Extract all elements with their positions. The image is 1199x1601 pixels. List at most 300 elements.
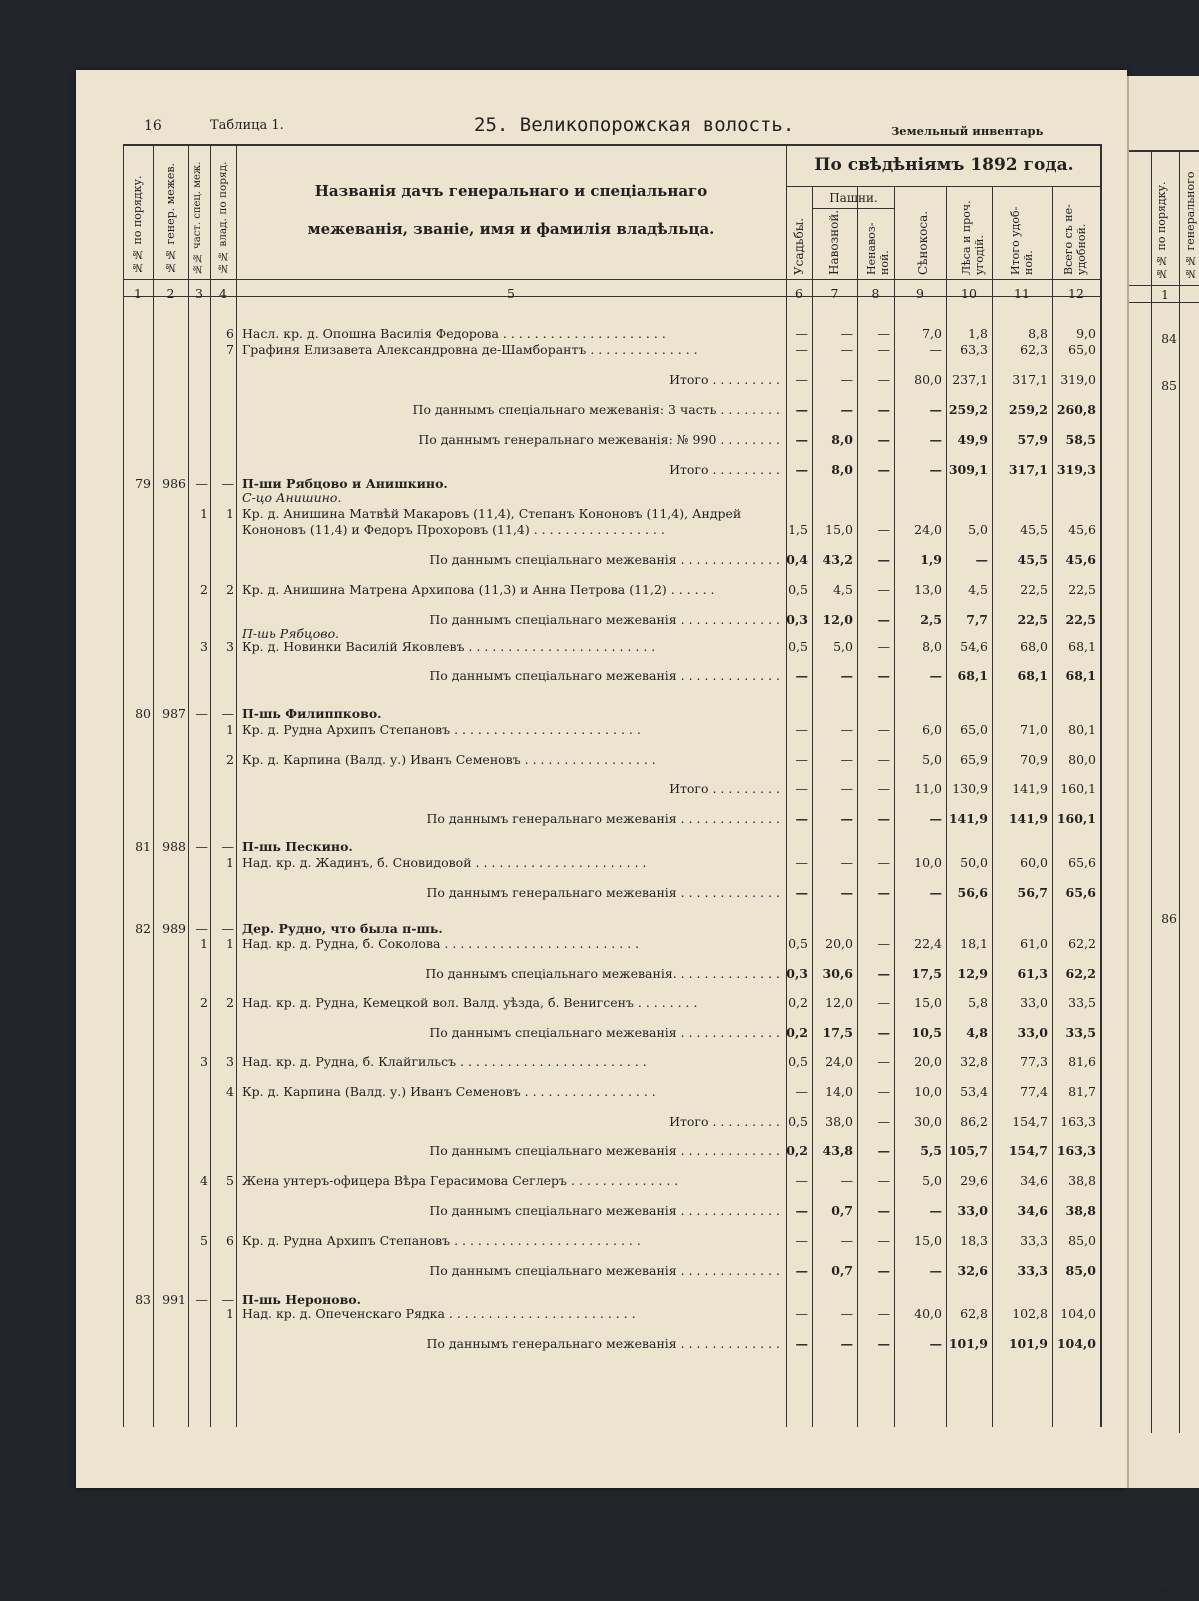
- row-value: —: [877, 936, 890, 951]
- row-value: 68,1: [1017, 668, 1048, 683]
- row-value: 24,0: [825, 1054, 853, 1069]
- row-value: 10,5: [911, 1025, 942, 1040]
- row-value: 56,7: [1017, 885, 1048, 900]
- next-row-number: 85: [1161, 378, 1177, 393]
- next-row-number: 87: [1161, 1586, 1177, 1601]
- row-description: По даннымъ генеральнаго межеванія: № 990 . . . . . . . .: [418, 432, 780, 447]
- row-description: Кононовъ (11,4) и Федоръ Прохоровъ (11,4) . . . . . . . . . . . . . . . . .: [242, 522, 665, 537]
- row-value: —: [877, 811, 890, 826]
- next-row-number: 84: [1161, 331, 1177, 346]
- row-value: —: [877, 1263, 890, 1278]
- col-header-order: №№ по порядку.: [131, 175, 144, 274]
- row-value: —: [795, 1084, 808, 1099]
- row-description: Над. кр. д. Жадинъ, б. Сновидовой . . . . . . . . . . . . . . . . . . . . . .: [242, 855, 647, 870]
- col-header-hay: Сѣнокоса.: [916, 210, 930, 275]
- row-value: 68,1: [1068, 639, 1096, 654]
- column-number: 9: [916, 286, 924, 301]
- row-description: Насл. кр. д. Опошна Василія Федорова . . . . . . . . . . . . . . . . . . . . .: [242, 326, 666, 341]
- row-value: 102,8: [1012, 1306, 1048, 1321]
- col-header-owner: №№ влад. по поряд.: [217, 161, 229, 274]
- row-value: —: [929, 1203, 942, 1218]
- row-order-number: 81: [135, 839, 151, 854]
- row-value: 45,5: [1017, 552, 1048, 567]
- row-value: —: [877, 432, 890, 447]
- group-header: По свѣдѣніямъ 1892 года.: [814, 155, 1074, 175]
- row-value: 70,9: [1020, 752, 1048, 767]
- row-value: —: [877, 582, 890, 597]
- row-value: —: [929, 885, 942, 900]
- row-value: 53,4: [960, 1084, 988, 1099]
- row-description: П-шь Нероново.: [242, 1292, 361, 1307]
- row-description: По даннымъ спеціальнаго межеванія . . . . . . . . . . . . .: [429, 1203, 780, 1218]
- row-general-number: 987: [162, 706, 186, 721]
- row-owner-number: 2: [226, 752, 234, 767]
- row-value: 58,5: [1065, 432, 1096, 447]
- row-value: —: [929, 432, 942, 447]
- row-value: —: [795, 462, 808, 477]
- row-description: Кр. д. Новинки Василій Яковлевъ . . . . . . . . . . . . . . . . . . . . . . . .: [242, 639, 656, 654]
- row-value: 38,0: [825, 1114, 853, 1129]
- col-header-grand-total: Всего съ не- удобной.: [1062, 204, 1088, 275]
- row-value: 63,3: [960, 342, 988, 357]
- column-number: 8: [871, 286, 880, 301]
- row-description: П-шь Пескино.: [242, 839, 353, 854]
- row-description: По даннымъ спеціальнаго межеванія . . . . . . . . . . . . .: [429, 668, 780, 683]
- row-value: 49,9: [957, 432, 988, 447]
- row-value: 13,0: [914, 582, 942, 597]
- row-owner-number: 4: [226, 1084, 234, 1099]
- row-general-number: 991: [162, 1292, 186, 1307]
- row-general-number: 989: [162, 921, 186, 936]
- row-value: —: [877, 995, 890, 1010]
- row-value: 65,6: [1065, 885, 1096, 900]
- row-value: 56,6: [957, 885, 988, 900]
- row-value: 260,8: [1056, 402, 1096, 417]
- row-value: 154,7: [1012, 1114, 1048, 1129]
- row-owner-number: 6: [226, 1233, 234, 1248]
- row-value: —: [877, 1143, 890, 1158]
- row-value: 101,9: [948, 1336, 988, 1351]
- row-owner-number: 6: [226, 326, 234, 341]
- row-description: Жена унтеръ-офицера Вѣра Герасимова Сеглеръ . . . . . . . . . . . . . .: [242, 1173, 679, 1188]
- row-value: 34,6: [1020, 1173, 1048, 1188]
- row-description: По даннымъ спеціальнаго межеванія. . . . . . . . . . . . . .: [425, 966, 780, 981]
- row-value: 22,5: [1017, 612, 1048, 627]
- row-value: 14,0: [825, 1084, 853, 1099]
- row-description: Над. кр. д. Опеченскаго Рядка . . . . . . . . . . . . . . . . . . . . . . . .: [242, 1306, 636, 1321]
- row-value: 20,0: [825, 936, 853, 951]
- row-description: По даннымъ генеральнаго межеванія . . . . . . . . . . . . .: [426, 1336, 780, 1351]
- row-value: 57,9: [1017, 432, 1048, 447]
- row-description: По даннымъ спеціальнаго межеванія . . . . . . . . . . . . .: [429, 552, 780, 567]
- row-value: 317,1: [1008, 462, 1048, 477]
- row-value: —: [840, 372, 853, 387]
- row-value: 68,1: [957, 668, 988, 683]
- row-description: Кр. д. Рудна Архипъ Степановъ . . . . . . . . . . . . . . . . . . . . . . . .: [242, 1233, 641, 1248]
- row-value: 32,6: [957, 1263, 988, 1278]
- row-value: —: [877, 966, 890, 981]
- row-value: 15,0: [914, 1233, 942, 1248]
- col-header-names-1: Названія дачъ генеральнаго и спеціальнаго: [314, 182, 708, 200]
- row-special-number: —: [195, 476, 208, 491]
- row-value: —: [840, 885, 853, 900]
- row-order-number: 80: [135, 706, 151, 721]
- row-value: 4,5: [833, 582, 853, 597]
- row-value: 7,7: [966, 612, 988, 627]
- row-special-number: 3: [200, 639, 208, 654]
- row-order-number: 82: [135, 921, 151, 936]
- row-value: 4,5: [968, 582, 988, 597]
- col-header-general: №№ генер. межев.: [164, 162, 177, 274]
- row-value: 10,0: [914, 1084, 942, 1099]
- row-owner-number: —: [221, 1292, 234, 1307]
- row-value: 80,0: [1068, 752, 1096, 767]
- row-value: —: [929, 462, 942, 477]
- row-value: 20,0: [914, 1054, 942, 1069]
- row-value: 15,0: [914, 995, 942, 1010]
- row-value: 33,0: [1020, 995, 1048, 1010]
- row-value: 8,8: [1028, 326, 1048, 341]
- row-description: Над. кр. д. Рудна, б. Клайгильсъ . . . . . . . . . . . . . . . . . . . . . . . .: [242, 1054, 647, 1069]
- row-value: 65,6: [1068, 855, 1096, 870]
- row-value: 4,8: [966, 1025, 988, 1040]
- row-value: —: [795, 372, 808, 387]
- row-value: 33,3: [1017, 1263, 1048, 1278]
- row-value: —: [795, 326, 808, 341]
- column-number: 2: [166, 286, 175, 301]
- row-description: Кр. д. Карпина (Валд. у.) Иванъ Семеновъ . . . . . . . . . . . . . . . . .: [242, 752, 656, 767]
- row-description: П-шь Филиппково.: [242, 706, 382, 721]
- row-value: 33,0: [957, 1203, 988, 1218]
- row-value: —: [877, 781, 890, 796]
- row-value: —: [840, 402, 853, 417]
- row-general-number: 988: [162, 839, 186, 854]
- row-value: 7,0: [922, 326, 942, 341]
- row-special-number: 5: [200, 1233, 208, 1248]
- row-value: 33,0: [1017, 1025, 1048, 1040]
- row-value: —: [840, 722, 853, 737]
- row-description: Итого . . . . . . . . .: [669, 462, 780, 477]
- row-value: 6,0: [922, 722, 942, 737]
- row-value: —: [877, 1114, 890, 1129]
- row-description: По даннымъ спеціальнаго межеванія . . . . . . . . . . . . .: [429, 1143, 780, 1158]
- row-special-number: 4: [200, 1173, 208, 1188]
- row-value: —: [795, 722, 808, 737]
- row-value: 33,5: [1065, 1025, 1096, 1040]
- row-value: 12,0: [825, 995, 853, 1010]
- row-value: —: [840, 1336, 853, 1351]
- row-value: —: [877, 668, 890, 683]
- row-value: —: [877, 752, 890, 767]
- row-value: 8,0: [831, 432, 853, 447]
- row-value: —: [877, 372, 890, 387]
- row-value: 24,0: [914, 522, 942, 537]
- column-number: 4: [219, 286, 227, 301]
- row-value: 141,9: [1012, 781, 1048, 796]
- row-description: П-шь Рябцово.: [242, 626, 340, 641]
- row-description: Графиня Елизавета Александровна де-Шамборантъ . . . . . . . . . . . . . .: [242, 342, 698, 357]
- row-value: 319,0: [1060, 372, 1096, 387]
- row-value: 61,0: [1020, 936, 1048, 951]
- row-value: 154,7: [1008, 1143, 1048, 1158]
- col-header-special: №№ част. спец. меж.: [192, 161, 203, 274]
- row-value: 0,3: [786, 966, 808, 981]
- row-special-number: 1: [200, 936, 208, 951]
- row-value: —: [795, 1233, 808, 1248]
- row-value: 105,7: [948, 1143, 988, 1158]
- col-header-forest: Лѣса и проч. угодій.: [960, 200, 986, 275]
- row-value: 62,8: [960, 1306, 988, 1321]
- row-value: —: [795, 1306, 808, 1321]
- next-col-number: 1: [1161, 287, 1169, 302]
- row-value: 68,0: [1020, 639, 1048, 654]
- row-value: 0,5: [788, 1114, 808, 1129]
- row-value: 68,1: [1065, 668, 1096, 683]
- row-value: —: [929, 402, 942, 417]
- row-owner-number: 1: [226, 1306, 234, 1321]
- row-value: 141,9: [1008, 811, 1048, 826]
- row-value: —: [840, 1306, 853, 1321]
- row-value: 80,0: [914, 372, 942, 387]
- book-page: [76, 70, 1127, 1488]
- row-value: —: [840, 1173, 853, 1188]
- row-value: 259,2: [1008, 402, 1048, 417]
- row-value: —: [795, 432, 808, 447]
- row-value: —: [795, 402, 808, 417]
- row-value: 5,0: [922, 752, 942, 767]
- row-value: 319,3: [1056, 462, 1096, 477]
- row-value: 45,6: [1065, 552, 1096, 567]
- row-description: Над. кр. д. Рудна, б. Соколова . . . . . . . . . . . . . . . . . . . . . . . . .: [242, 936, 640, 951]
- row-value: —: [877, 1025, 890, 1040]
- row-value: 1,5: [788, 522, 808, 537]
- row-value: 77,3: [1020, 1054, 1048, 1069]
- row-value: 80,1: [1068, 722, 1096, 737]
- row-description: Итого . . . . . . . . .: [669, 1114, 780, 1129]
- row-value: 12,9: [957, 966, 988, 981]
- row-owner-number: 5: [226, 1173, 234, 1188]
- row-value: 22,5: [1065, 612, 1096, 627]
- row-value: —: [795, 1336, 808, 1351]
- row-special-number: —: [195, 706, 208, 721]
- row-value: —: [840, 326, 853, 341]
- row-value: 0,5: [788, 936, 808, 951]
- row-value: 8,0: [831, 462, 853, 477]
- row-value: 29,6: [960, 1173, 988, 1188]
- row-value: 62,3: [1020, 342, 1048, 357]
- column-number: 1: [134, 286, 142, 301]
- row-value: 18,3: [960, 1233, 988, 1248]
- row-value: 45,6: [1068, 522, 1096, 537]
- row-owner-number: 2: [226, 995, 234, 1010]
- row-value: 22,5: [1020, 582, 1048, 597]
- row-description: Кр. д. Карпина (Валд. у.) Иванъ Семеновъ . . . . . . . . . . . . . . . . .: [242, 1084, 656, 1099]
- row-value: 0,2: [788, 995, 808, 1010]
- row-description: Над. кр. д. Рудна, Кемецкой вол. Валд. уѣзда, б. Венигсенъ . . . . . . . .: [242, 995, 698, 1010]
- row-value: 30,0: [914, 1114, 942, 1129]
- row-value: 17,5: [911, 966, 942, 981]
- row-value: —: [795, 811, 808, 826]
- row-value: —: [877, 1336, 890, 1351]
- row-owner-number: 3: [226, 1054, 234, 1069]
- row-value: —: [840, 752, 853, 767]
- row-value: 30,6: [822, 966, 853, 981]
- row-value: —: [795, 781, 808, 796]
- row-value: 81,6: [1068, 1054, 1096, 1069]
- column-number: 7: [830, 286, 839, 301]
- row-value: —: [795, 855, 808, 870]
- row-value: —: [840, 811, 853, 826]
- row-value: 160,1: [1056, 811, 1096, 826]
- row-value: 12,0: [822, 612, 853, 627]
- row-value: 85,0: [1065, 1263, 1096, 1278]
- row-value: 32,8: [960, 1054, 988, 1069]
- table-label: Таблица 1.: [210, 118, 284, 133]
- row-value: —: [877, 722, 890, 737]
- row-value: 309,1: [948, 462, 988, 477]
- row-value: 0,5: [788, 639, 808, 654]
- row-value: —: [795, 752, 808, 767]
- row-owner-number: —: [221, 476, 234, 491]
- row-value: 22,5: [1068, 582, 1096, 597]
- row-value: 141,9: [948, 811, 988, 826]
- row-value: —: [877, 342, 890, 357]
- row-value: 33,3: [1020, 1233, 1048, 1248]
- row-description: Дер. Рудно, что была п-шь.: [242, 921, 443, 936]
- row-value: —: [877, 1084, 890, 1099]
- row-value: —: [795, 1203, 808, 1218]
- row-owner-number: 1: [226, 855, 234, 870]
- row-description: Кр. д. Рудна Архипъ Степановъ . . . . . . . . . . . . . . . . . . . . . . . .: [242, 722, 641, 737]
- row-value: 0,5: [788, 582, 808, 597]
- row-owner-number: —: [221, 839, 234, 854]
- next-col-header-order: №№ по порядку.: [1155, 181, 1168, 280]
- row-value: —: [877, 612, 890, 627]
- row-special-number: 1: [200, 506, 208, 521]
- row-value: 62,2: [1068, 936, 1096, 951]
- row-description: Итого . . . . . . . . .: [669, 372, 780, 387]
- row-value: 0,5: [788, 1054, 808, 1069]
- row-value: 61,3: [1017, 966, 1048, 981]
- row-value: 104,0: [1060, 1306, 1096, 1321]
- row-description: По даннымъ спеціальнаго межеванія . . . . . . . . . . . . .: [429, 1263, 780, 1278]
- col-header-estate: Усадьбы.: [792, 217, 806, 275]
- row-value: —: [877, 855, 890, 870]
- row-value: —: [877, 402, 890, 417]
- row-value: —: [929, 342, 942, 357]
- row-value: 11,0: [914, 781, 942, 796]
- row-value: 22,4: [914, 936, 942, 951]
- row-value: 1,8: [968, 326, 988, 341]
- row-value: 5,8: [968, 995, 988, 1010]
- row-value: 85,0: [1068, 1233, 1096, 1248]
- row-description: С-цо Анишино.: [242, 490, 342, 505]
- row-owner-number: 1: [226, 506, 234, 521]
- row-value: 65,0: [960, 722, 988, 737]
- row-value: —: [840, 781, 853, 796]
- row-value: 86,2: [960, 1114, 988, 1129]
- row-value: 45,5: [1020, 522, 1048, 537]
- row-value: 77,4: [1020, 1084, 1048, 1099]
- col-header-total-useful: Итого удоб- ной.: [1009, 206, 1035, 275]
- row-description: Кр. д. Анишина Матвѣй Макаровъ (11,4), Степанъ Кононовъ (11,4), Андрей: [242, 506, 742, 521]
- row-value: 17,5: [822, 1025, 853, 1040]
- row-value: 5,5: [920, 1143, 942, 1158]
- row-order-number: 83: [135, 1292, 151, 1307]
- row-value: —: [840, 855, 853, 870]
- row-value: 8,0: [922, 639, 942, 654]
- row-special-number: —: [195, 921, 208, 936]
- row-special-number: —: [195, 839, 208, 854]
- row-value: 0,4: [786, 552, 808, 567]
- row-value: 160,1: [1060, 781, 1096, 796]
- row-owner-number: 1: [226, 722, 234, 737]
- row-value: 101,9: [1008, 1336, 1048, 1351]
- row-value: —: [877, 1233, 890, 1248]
- row-value: 71,0: [1020, 722, 1048, 737]
- row-special-number: 2: [200, 995, 208, 1010]
- row-value: 317,1: [1012, 372, 1048, 387]
- column-number: 3: [195, 286, 203, 301]
- row-value: 38,8: [1068, 1173, 1096, 1188]
- row-value: 65,0: [1068, 342, 1096, 357]
- row-value: 5,0: [833, 639, 853, 654]
- column-number: 11: [1014, 286, 1030, 301]
- row-value: 5,0: [968, 522, 988, 537]
- row-description: По даннымъ генеральнаго межеванія . . . . . . . . . . . . .: [426, 885, 780, 900]
- row-value: —: [877, 552, 890, 567]
- row-value: 163,3: [1056, 1143, 1096, 1158]
- row-value: —: [929, 668, 942, 683]
- row-value: —: [795, 1263, 808, 1278]
- row-special-number: 3: [200, 1054, 208, 1069]
- row-value: —: [795, 342, 808, 357]
- row-value: —: [929, 1336, 942, 1351]
- page-title: 25. Великопорожская волость.: [474, 114, 795, 136]
- row-value: 40,0: [914, 1306, 942, 1321]
- row-value: —: [877, 1173, 890, 1188]
- row-value: 54,6: [960, 639, 988, 654]
- row-value: 0,7: [831, 1263, 853, 1278]
- row-owner-number: —: [221, 706, 234, 721]
- page-number: 16: [144, 118, 162, 134]
- row-value: 0,2: [786, 1143, 808, 1158]
- row-value: —: [877, 885, 890, 900]
- row-value: 0,7: [831, 1203, 853, 1218]
- row-value: —: [877, 1203, 890, 1218]
- row-value: —: [877, 1054, 890, 1069]
- row-value: —: [877, 1306, 890, 1321]
- row-value: —: [840, 668, 853, 683]
- row-value: —: [929, 811, 942, 826]
- row-value: —: [795, 885, 808, 900]
- row-value: 81,7: [1068, 1084, 1096, 1099]
- row-description: По даннымъ генеральнаго межеванія . . . . . . . . . . . . .: [426, 811, 780, 826]
- row-value: 50,0: [960, 855, 988, 870]
- row-value: —: [795, 668, 808, 683]
- column-number: 6: [795, 286, 803, 301]
- row-value: 65,9: [960, 752, 988, 767]
- row-value: 43,8: [822, 1143, 853, 1158]
- row-value: 259,2: [948, 402, 988, 417]
- col-header-unmanured: Ненавоз- ной.: [865, 222, 891, 275]
- row-value: 60,0: [1020, 855, 1048, 870]
- arable-header: Пашни.: [829, 191, 878, 205]
- col-header-manured: Навозной.: [827, 209, 841, 275]
- row-value: 104,0: [1056, 1336, 1096, 1351]
- row-description: Кр. д. Анишина Матрена Архипова (11,3) и Анна Петрова (11,2) . . . . . .: [242, 582, 715, 597]
- row-value: 237,1: [952, 372, 988, 387]
